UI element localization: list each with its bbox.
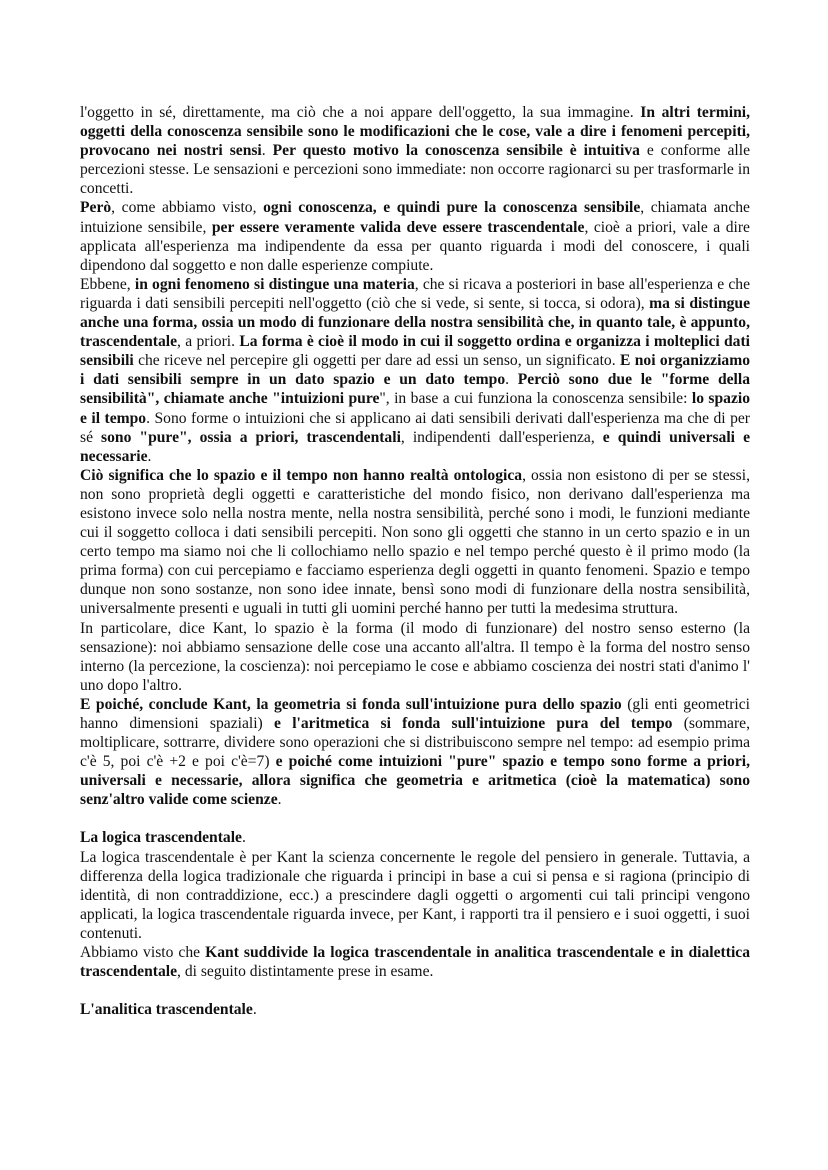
text-run: , come abbiamo visto,	[111, 199, 264, 217]
bold-text-run: E poiché, conclude Kant, la geometria si fonda sull'intuizione pura dello spazio	[80, 695, 622, 713]
text-run: , di seguito distintamente prese in esame.	[177, 963, 434, 981]
text-run: che riceve nel percepire gli oggetti per dare ad essi un senso, un significato.	[133, 352, 620, 370]
bold-text-run: La forma è cioè il modo in cui il soggetto ordina e organizza i molteplici dati sensibili	[80, 333, 750, 370]
bold-text-run: e poiché come intuizioni "pure" spazio e tempo sono forme a priori, universali e necessarie, allora significa che geometria e aritmetica (cioè la matematica) sono senz'altro valide come scienze	[80, 753, 750, 809]
bold-text-run: Kant suddivide la logica trascendentale in analitica trascendentale e in dialettica trascendentale	[80, 944, 750, 981]
text-run: , cioè a priori, vale a dire applicata all'esperienza ma indipendente da essa per quanto riguarda i modi del conoscere, i quali dipendono dal soggetto e non dalle esperienze compiute.	[80, 218, 750, 274]
text-run: , che si ricava a posteriori in base all'esperienza e che riguarda i dati sensibili percepiti nell'oggetto (ciò che si vede, si sente, si tocca, si odora),	[80, 275, 750, 312]
text-run: .	[277, 791, 282, 809]
text-run: , indipendenti dall'esperienza,	[400, 428, 603, 446]
bold-text-run: L'analitica trascendentale	[80, 1001, 253, 1019]
text-run: Ebbene,	[80, 275, 135, 293]
paragraph-sensible-knowledge	[80, 103, 750, 198]
bold-text-run: Però	[80, 199, 112, 217]
bold-text-run: In altri termini, oggetti della conoscenza sensibile sono le modificazioni che le cose, vale a dire i fenomeni percepiti, provocano nei nostri sensi	[80, 104, 750, 160]
text-run: e conforme alle percezioni stesse. Le sensazioni e percezioni sono immediate: non occorre ragionarci su per trasformarle in concetti.	[80, 142, 751, 198]
text-run: .	[147, 447, 152, 465]
text-run: .	[252, 1001, 257, 1019]
paragraph-logic-subdivision	[80, 943, 750, 981]
bold-text-run: e l'aritmetica si fonda sull'intuizione pura del tempo	[274, 715, 673, 732]
bold-text-run: ma si distingue anche una forma, ossia un modo di funzionare della nostra sensibilità che, in quanto tale, è appunto, trascendentale	[80, 294, 751, 351]
bold-text-run: in ogni fenomeno si distingue una materia	[134, 275, 415, 293]
bold-text-run: ogni conoscenza, e quindi pure la conoscenza sensibile	[263, 199, 641, 217]
text-run: In particolare, dice Kant, lo spazio è la forma (il modo di funzionare) del nostro senso esterno (la sensazione): noi abbiamo sensazione delle cose una accanto all'altra. Il tempo è la forma del nostro senso interno (la percezione, la coscienza): noi percepiamo le cose e abbiamo coscienza dei nostri stati d'animo l' uno dopo l'altro.	[80, 619, 750, 694]
paragraph-geometry-arithmetic	[80, 695, 750, 810]
heading-transcendental-logic	[80, 828, 750, 847]
text-run: .	[505, 371, 518, 389]
text-run: , ossia non esistono di per se stessi, non sono proprietà degli oggetti e caratteristiche del mondo fisico, non derivano dall'esperienza ma esistono invece solo nella nostra mente, nella nostra sensibilità, perché sono i modi, le funzioni mediante cui il soggetto colloca i dati sensibili percepiti. Non sono gli oggetti che stanno in un certo spazio e in un certo tempo ma siamo noi che li collochiamo nello spazio e nel tempo perché questo è il primo modo (la prima forma) con cui percepiamo e facciamo esperienza degli oggetti in quanto fenomeni. Spazio e tempo dunque non sono sostanze, non sono idee innate, bensì sono modi di funzionare della nostra sensibilità, universalmente presenti e uguali in tutti gli uomini perché hanno per tutti la medesima struttura.	[80, 466, 750, 618]
bold-text-run: per essere veramente valida deve essere trascendentale	[211, 218, 585, 236]
bold-text-run: La logica trascendentale	[80, 829, 242, 847]
bold-text-run: sono "pure", ossia a priori, trascendentali	[101, 428, 401, 446]
paragraph-matter-and-form	[80, 275, 750, 466]
text-run: ", in base a cui funziona la conoscenza sensibile:	[379, 390, 692, 408]
paragraph-external-internal-sense	[80, 619, 750, 695]
paragraph-transcendental-knowledge	[80, 198, 750, 274]
bold-text-run: e quindi universali e necessarie	[80, 428, 750, 465]
text-run: .	[261, 142, 273, 160]
text-run: , a priori.	[177, 333, 240, 351]
text-run: l'oggetto in sé, direttamente, ma ciò che a noi appare dell'oggetto, la sua immagine.	[80, 104, 641, 121]
text-run: (sommare, moltiplicare, sottrarre, dividere sono operazioni che si distribuiscono sempre nel tempo: ad esempio prima c'è 5, poi c'è +2 e poi c'è=7)	[80, 715, 750, 771]
text-run: Abbiamo visto che	[80, 944, 206, 962]
text-run: , chiamata anche intuizione sensibile,	[80, 199, 750, 236]
text-run: (gli enti geometrici hanno dimensioni spaziali)	[80, 695, 750, 732]
bold-text-run: lo spazio e il tempo	[80, 390, 750, 427]
text-run: . Sono forme o intuizioni che si applicano ai dati sensibili derivati dall'esperienza ma che di per sé	[80, 409, 750, 446]
bold-text-run: E noi organizziamo i dati sensibili sempre in un dato spazio e un dato tempo	[80, 352, 750, 389]
heading-transcendental-analytic	[80, 1000, 750, 1019]
paragraph-spacer	[80, 809, 750, 828]
text-run: La logica trascendentale è per Kant la scienza concernente le regole del pensiero in generale. Tuttavia, a differenza della logica tradizionale che riguarda i principi in base a cui si pensa e si ragiona (principio di identità, di non contraddizione, ecc.) a prescindere dagli oggetti o argomenti cui tali principi vengono applicati, la logica trascendentale riguarda invece, per Kant, i rapporti tra il pensiero e i suoi oggetti, i suoi contenuti.	[80, 848, 750, 942]
bold-text-run: Perciò sono due le "forme della sensibilità", chiamate anche "intuizioni pure	[80, 371, 750, 408]
bold-text-run: Ciò significa che lo spazio e il tempo non hanno realtà ontologica	[80, 466, 523, 484]
paragraph-transcendental-logic-definition	[80, 848, 750, 943]
paragraph-space-time-ontology	[80, 466, 750, 619]
text-run: .	[241, 829, 246, 847]
document-page	[80, 103, 750, 1019]
paragraph-spacer	[80, 981, 750, 1000]
bold-text-run: Per questo motivo la conoscenza sensibile è intuitiva	[272, 142, 640, 160]
